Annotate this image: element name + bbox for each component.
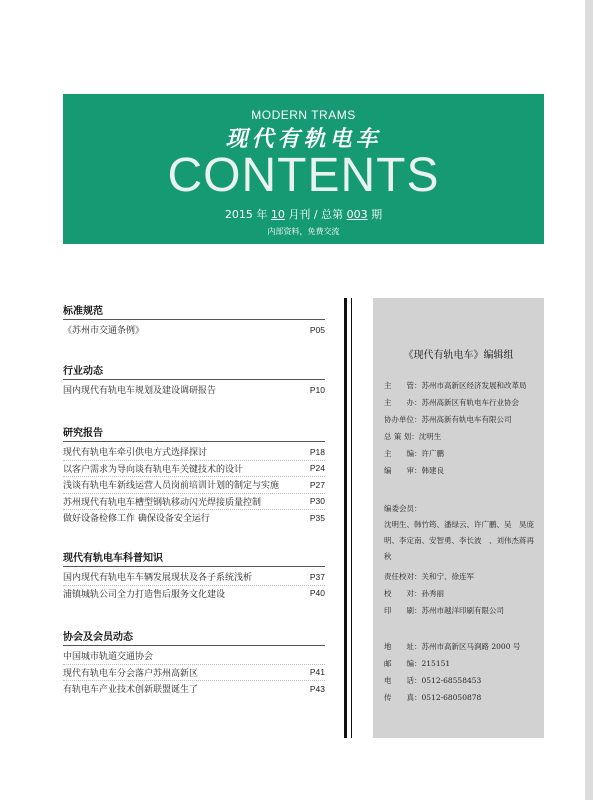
panel-row: 邮 编：215151 — [384, 659, 451, 668]
panel-row: 地 址：苏州市高新区马涧路 2000 号 — [384, 642, 521, 651]
section-rule — [63, 379, 325, 380]
entry-title: 国内现代有轨电车规划及建设调研报告 — [63, 386, 217, 397]
entry-page: P05 — [309, 324, 325, 335]
cn-title-logo: 现代有轨电车 — [225, 127, 382, 152]
toc-section — [63, 630, 325, 697]
entry-page: P35 — [309, 512, 325, 523]
toc-entry[interactable] — [63, 681, 325, 697]
section-title: 协会及会员动态 — [63, 632, 133, 643]
panel-title: 《现代有轨电车》编辑组 — [403, 350, 514, 361]
entry-page: P27 — [309, 479, 325, 490]
toc-entry[interactable] — [63, 665, 325, 682]
issue-mid: 月刊 / 总第 — [284, 208, 347, 221]
toc-entry[interactable] — [63, 461, 325, 478]
section-title: 行业动态 — [63, 366, 103, 377]
toc-section — [63, 364, 325, 398]
panel-row: 主 办：苏州高新区有轨电车行业协会 — [384, 398, 519, 407]
panel-row: 电 话：0512-68558453 — [384, 676, 482, 685]
entry-page: P43 — [309, 683, 325, 694]
issue-suffix: 期 — [367, 208, 383, 221]
section-rule — [63, 319, 325, 320]
toc-entry[interactable] — [63, 586, 325, 602]
members-list: 沈明生、韩竹筠、潘绿云、许广鹏、吴 昊庞 明、李定南、安智勇、李长波 、刘伟杰蒋再秋 — [384, 520, 542, 561]
toc-entry[interactable] — [63, 494, 325, 511]
toc-entry[interactable] — [63, 322, 325, 338]
entry-title: 有轨电车产业技术创新联盟诞生了 — [63, 685, 199, 696]
toc-entry[interactable] — [63, 477, 325, 494]
entry-title: 以客户需求为导向谈有轨电车关键技术的设计 — [63, 464, 244, 475]
entry-page: P18 — [309, 446, 325, 457]
issue-line — [63, 206, 544, 222]
toc-entry[interactable] — [63, 648, 325, 665]
toc-section — [63, 304, 325, 338]
entry-page: P37 — [309, 571, 325, 582]
entry-title: 做好设备检修工作 确保设备安全运行 — [63, 514, 210, 525]
contents-heading: CONTENTS — [167, 149, 440, 202]
toc-entry[interactable] — [63, 510, 325, 526]
page-edge-strip — [585, 0, 593, 800]
issue-number: 003 — [346, 208, 368, 221]
panel-row: 责任校对：关和宁、徐连军 — [384, 572, 474, 581]
distribution-note: 内部资料，免费交流 — [267, 227, 340, 236]
members-label: 编委会员： — [384, 504, 422, 513]
entry-title: 现代有轨电车分会落户苏州高新区 — [63, 668, 199, 679]
panel-row: 主 编：许广鹏 — [384, 449, 444, 458]
divider-bar-thin — [351, 298, 352, 738]
section-rule — [63, 566, 325, 567]
toc-entry[interactable] — [63, 382, 325, 398]
section-title: 研究报告 — [63, 428, 103, 439]
issue-month: 10 — [270, 208, 285, 221]
panel-row: 印 刷：苏州市越洋印刷有限公司 — [384, 606, 504, 615]
header-banner — [63, 94, 544, 244]
toc-entry[interactable] — [63, 569, 325, 586]
entry-title: 中国城市轨道交通协会 — [63, 652, 154, 663]
entry-title: 《苏州市交通条例》 — [63, 326, 145, 337]
entry-page: P30 — [309, 496, 325, 507]
panel-row: 主 管：苏州市高新区经济发展和改革局 — [384, 381, 527, 390]
panel-row: 协办单位：苏州高新有轨电车有限公司 — [384, 415, 512, 424]
section-rule — [63, 645, 325, 646]
toc-section — [63, 426, 325, 526]
entry-page: P41 — [309, 667, 325, 678]
en-subtitle: MODERN TRAMS — [251, 108, 356, 122]
issue-prefix: 2015 年 — [224, 208, 271, 221]
entry-title: 浅谈有轨电车新线运营人员岗前培训计划的制定与实施 — [63, 481, 280, 492]
section-rule — [63, 441, 325, 442]
entry-title: 国内现代有轨电车车辆发展现状及各子系统浅析 — [63, 573, 253, 584]
entry-title: 苏州现代有轨电车槽型钢轨移动闪光焊接质量控制 — [63, 497, 262, 508]
section-title: 现代有轨电车科普知识 — [63, 553, 163, 564]
toc-entry[interactable] — [63, 444, 325, 461]
editorial-panel — [373, 298, 544, 738]
panel-row: 总 策 划：沈明生 — [384, 432, 442, 441]
entry-title: 浦镇城轨公司全力打造售后服务文化建设 — [63, 589, 226, 600]
panel-row: 传 真：0512-68050878 — [384, 693, 482, 702]
panel-row: 编 审：韩建良 — [384, 466, 444, 475]
entry-page: P40 — [309, 588, 325, 599]
toc-section — [63, 551, 325, 601]
entry-page: P24 — [309, 463, 325, 474]
entry-title: 现代有轨电车牵引供电方式选择探讨 — [63, 448, 208, 459]
section-title: 标准规范 — [63, 306, 103, 317]
panel-row: 校 对：孙秀丽 — [384, 589, 444, 598]
divider-bar-thick — [344, 298, 347, 738]
entry-page: P10 — [309, 384, 325, 395]
